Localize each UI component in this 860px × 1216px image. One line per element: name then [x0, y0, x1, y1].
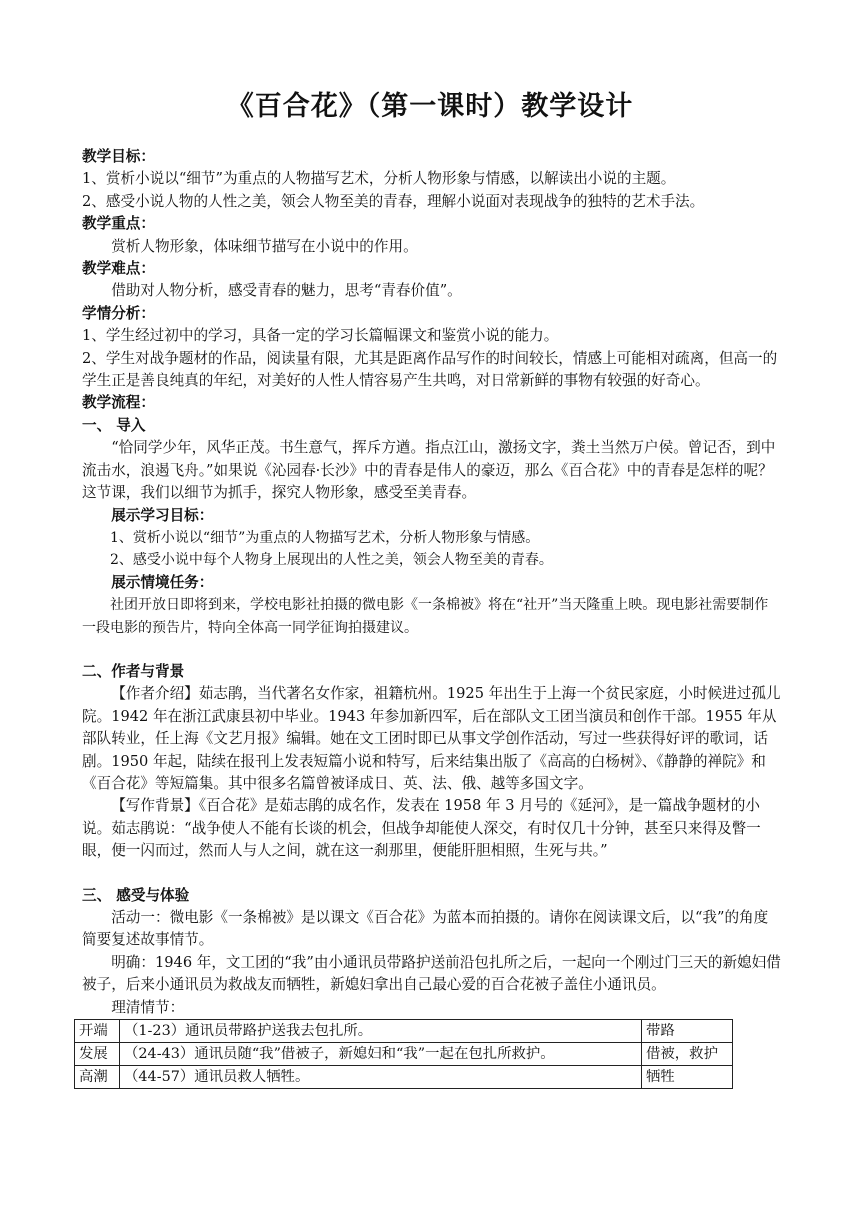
spacer: [82, 639, 782, 661]
plot-description: （44-57）通讯员救人牺牲。: [120, 1066, 642, 1089]
plot-description: （1-23）通讯员带路护送我去包扎所。: [120, 1020, 642, 1043]
difficulty-text: 借助对人物分析，感受青春的魅力，思考“青春价值”。: [111, 282, 462, 300]
activity-text: 活动一：微电影《一条棉被》是以课文《百合花》为蓝本而拍摄的。请你在阅读课文后，以“我”的角度简要复述故事情节。: [82, 909, 769, 949]
learning-goal-item: 1、赏析小说以“细节”为重点的人物描写艺术，分析人物形象与情感。: [110, 529, 540, 546]
plot-stage: 发展: [75, 1043, 120, 1066]
author-intro: 【作者介绍】茹志鹃，当代著名女作家，祖籍杭州。1925 年出生于上海一个贫民家庭，小时候进过孤儿院。1942 年在浙江武康县初中毕业。1943 年参加新四军，后在部队文工团当演员和创作干部。1955 年从部队转业，任上海《文艺月报》编辑。她在文工团时即已从事文学创作活动，写过一些获得好评的歌词，话剧。1950 年起，陆续在报刊上发表短篇小说和特写，后来结集出版了《高高的白杨树》、《静静的禅院》和《百合花》等短篇集。其中很多名篇曾被译成日、英、法、俄、越等多国文字。: [82, 685, 781, 792]
plot-keyword: 借被，救护: [642, 1043, 733, 1066]
table-row: [75, 1043, 733, 1066]
intro-text: “恰同学少年，风华正茂。书生意气，挥斥方遒。指点江山，激扬文字，粪土当然万户侯。曾记否，到中流击水，浪遏飞舟。”如果说《沁园春·长沙》中的青春是伟人的豪迈，那么《百合花》中的青春是怎样的呢？这节课，我们以细节为抓手，探究人物形象，感受至美青春。: [82, 439, 776, 502]
analysis-item: 2、学生对战争题材的作品，阅读量有限，尤其是距离作品写作的时间较长，情感上可能相对疏离，但高一的学生正是善良纯真的年纪，对美好的人性人情容易产生共鸣，对日常新鲜的事物有较强的好奇心。: [82, 349, 778, 390]
section-heading-author: 二、作者与背景: [82, 662, 185, 680]
document-body: [79, 146, 782, 1089]
table-row: [75, 1066, 733, 1089]
plot-table: [74, 1019, 733, 1089]
plot-stage: 高潮: [75, 1066, 120, 1089]
analysis-heading: 学情分析：: [82, 304, 155, 322]
plot-stage: 开端: [75, 1020, 120, 1043]
goal-item: 1、赏析小说以“细节”为重点的人物描写艺术，分析人物形象与情感，以解读出小说的主题。: [82, 170, 676, 188]
focus-heading: 教学重点：: [82, 215, 155, 233]
section-heading-experience: 三、 感受与体验: [82, 886, 190, 904]
task-text: 社团开放日即将到来，学校电影社拍摄的微电影《一条棉被》将在“社开”当天隆重上映。现电影社需要制作一段电影的预告片，特向全体高一同学征询拍摄建议。: [82, 597, 769, 636]
answer-text: 明确：1946 年，文工团的“我”由小通讯员带路护送前沿包扎所之后，一起向一个刚过门三天的新媳妇借被子，后来小通讯员为救战友而牺牲，新媳妇拿出自己最心爱的百合花被子盖住小通讯员。: [82, 953, 781, 994]
focus-text: 赏析人物形象，体味细节描写在小说中的作用。: [111, 237, 418, 255]
document-title: 《百合花》（第一课时）教学设计: [226, 91, 634, 122]
spacer: [82, 863, 782, 885]
plot-keyword: 牺牲: [642, 1066, 733, 1089]
difficulty-heading: 教学难点：: [82, 260, 155, 278]
writing-background: 【写作背景】《百合花》是茹志鹃的成名作，发表在 1958 年 3 月号的《延河》，是一篇战争题材的小说。茹志鹃说：“战争使人不能有长谈的机会，但战争却能使人深交，有时仅几十分钟，甚至只来得及瞥一眼，便一闪而过，然而人与人之间，就在这一刹那里，便能肝胆相照，生死与共。”: [82, 797, 761, 860]
analysis-item: 1、学生经过初中的学习，具备一定的学习长篇幅课文和鉴赏小说的能力。: [82, 327, 559, 345]
plot-keyword: 带路: [642, 1020, 733, 1043]
process-heading: 教学流程：: [82, 394, 155, 412]
learning-goal-item: 2、感受小说中每个人物身上展现出的人性之美，领会人物至美的青春。: [110, 552, 553, 569]
plot-description: （24-43）通讯员随“我”借被子，新媳妇和“我”一起在包扎所救护。: [120, 1043, 642, 1066]
goal-item: 2、感受小说人物的人性之美，领会人物至美的青春，理解小说面对表现战争的独特的艺术手法。: [82, 192, 705, 210]
task-heading: 展示情境任务：: [111, 573, 214, 591]
goals-heading: 教学目标：: [82, 148, 155, 165]
learning-goals-heading: 展示学习目标：: [111, 506, 214, 524]
table-row: [75, 1020, 733, 1043]
plot-label: 理清情节：: [111, 998, 185, 1016]
section-heading-intro: 一、 导入: [82, 416, 146, 434]
